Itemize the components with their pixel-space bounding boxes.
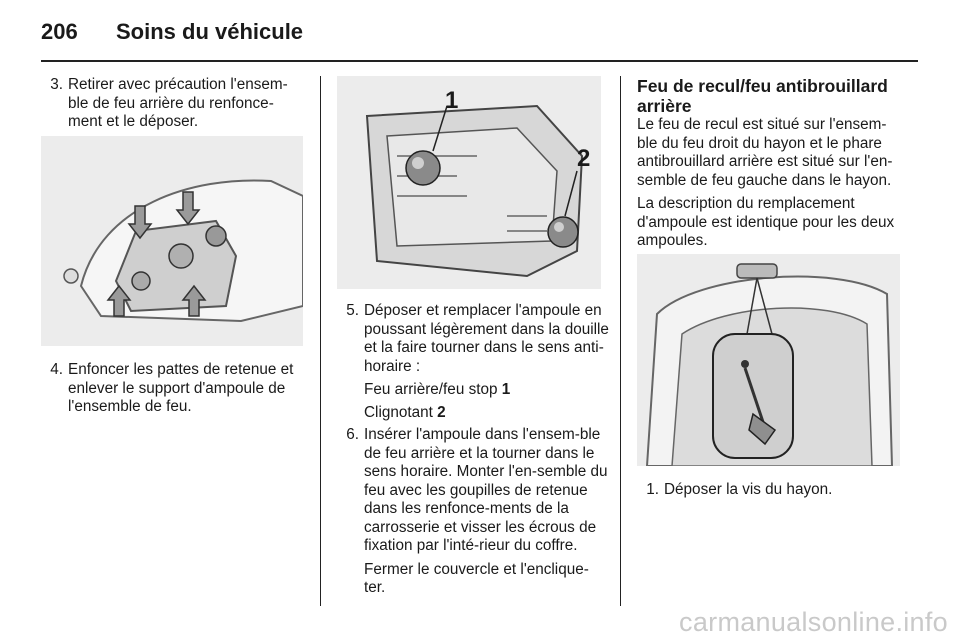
paragraph: Le feu de recul est situé sur l'ensem-ble du feu droit du hayon et le phare antibrouillard arrière est situé sur l'en-semble de feu gauche dans le hayon. xyxy=(637,116,893,189)
step-text: Enfoncer les pattes de retenue et enlever le support d'ampoule de l'ensemble de feu. xyxy=(68,361,294,415)
paragraph: La description du remplacement d'ampoule est identique pour les deux ampoules. xyxy=(637,195,895,249)
step-text: Insérer l'ampoule dans l'ensem-ble de feu arrière et la tourner dans le sens horaire. Monter l'en-semble du feu avec les goupilles de retenue dans les renfonce-ments de la carrosserie et visser les écrous de fixation par l'inté-rieur du coffre. xyxy=(364,426,608,554)
tailgate-screw-figure xyxy=(637,254,900,466)
step-5 xyxy=(337,302,609,376)
step-number: 5. xyxy=(346,302,359,319)
column-3 xyxy=(637,76,903,251)
bulb-item-2 xyxy=(337,404,609,423)
tail-light-removal-figure xyxy=(41,136,303,346)
step-6 xyxy=(337,426,609,556)
bulb-item-1 xyxy=(337,381,609,400)
callout-1: 1 xyxy=(445,87,459,114)
bulb-number: 1 xyxy=(501,381,511,398)
step-3 xyxy=(41,76,305,132)
page-number: 206 xyxy=(41,19,78,44)
bulb-label: Clignotant xyxy=(364,403,433,421)
bulb-label: Feu arrière/feu stop xyxy=(364,381,498,398)
step-text: Déposer la vis du hayon. xyxy=(664,481,833,498)
column-divider xyxy=(320,76,321,606)
step-number: 1. xyxy=(646,481,659,498)
section-title: Soins du véhicule xyxy=(116,19,304,44)
column-1-lower xyxy=(41,361,305,417)
subsection-title: Feu de recul/feu antibrouillard arrière xyxy=(637,76,888,116)
callout-2: 2 xyxy=(577,145,591,172)
column-1 xyxy=(41,76,305,132)
step-1 xyxy=(637,481,903,500)
step-number: 3. xyxy=(50,76,63,93)
bulb-number: 2 xyxy=(437,403,446,421)
column-2 xyxy=(337,302,609,598)
header-rule xyxy=(41,60,918,62)
watermark: carmanualsonline.info xyxy=(679,607,948,637)
step-number: 4. xyxy=(50,361,63,378)
step-text: Retirer avec précaution l'ensem-ble de feu arrière du renfonce-ment et le déposer. xyxy=(68,76,288,130)
page-header xyxy=(41,14,303,50)
column-3-lower xyxy=(637,481,903,500)
step-4 xyxy=(41,361,305,417)
step-number: 6. xyxy=(346,426,359,443)
bulb-holder-figure xyxy=(337,76,601,289)
step-6-note: Fermer le couvercle et l'enclique-ter. xyxy=(364,560,589,596)
step-text: Déposer et remplacer l'ampoule en poussant légèrement dans la douille et la faire tourner dans le sens anti-horaire : xyxy=(364,302,609,375)
column-divider xyxy=(620,76,621,606)
